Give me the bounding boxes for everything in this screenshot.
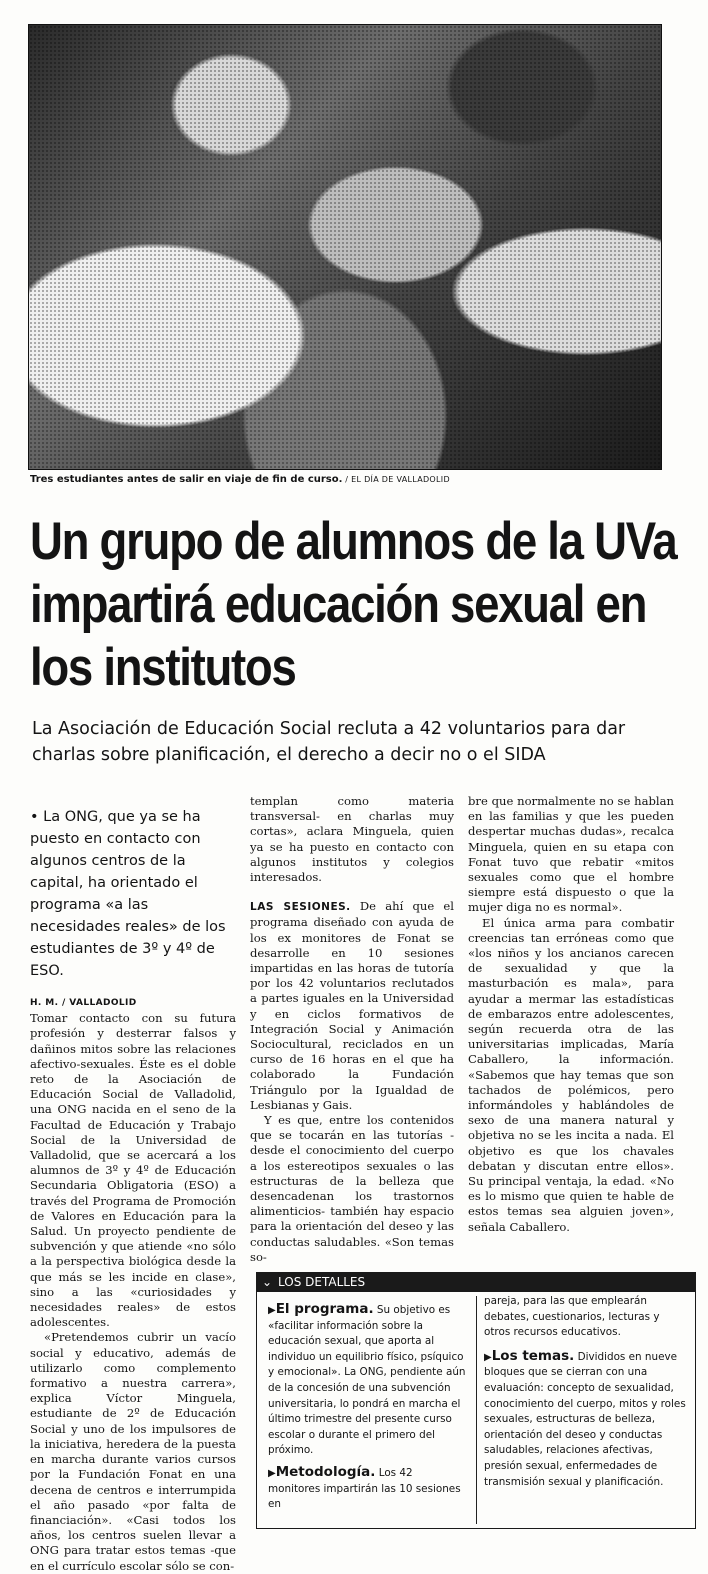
body-paragraph bbox=[250, 899, 454, 1113]
detail-item-programa bbox=[268, 1302, 468, 1459]
column-1 bbox=[30, 806, 236, 1574]
article-photo bbox=[28, 24, 662, 470]
details-right-column bbox=[484, 1294, 688, 1496]
detail-continuation: pareja, para las que emplearán debates, cuestionarios, lecturas y otros recursos educativos. bbox=[484, 1295, 660, 1339]
body-paragraph: «Pretendemos cubrir un vacío social y educativo, además de utilizarlo como complemento formativo a nuestra carrera», explica Víctor Minguela, estudiante de 2º de Educación Social y uno de los impulsores de la iniciativa, heredera de la puesta en marcha durante varios cursos por la Fundación Fonat en una decena de centros e interrumpida el año pasado «por falta de financiación». «Casi todos los años, los centros suelen llevar a ONG para tratar estos temas -que en el currículo escolar sólo se con- bbox=[30, 1330, 236, 1573]
caption-text: Tres estudiantes antes de salir en viaje de fin de curso. bbox=[30, 474, 343, 485]
triangle-icon: ▶ bbox=[268, 1305, 276, 1316]
byline: H. M. / VALLADOLID bbox=[30, 998, 137, 1008]
details-divider bbox=[476, 1296, 477, 1524]
chevron-icon: ⌄ bbox=[261, 1275, 273, 1289]
detail-text: Su objetivo es «facilitar información sobre la educación sexual, que aporta al individuo un equilibrio físico, psíquico y emocional». La ONG, pendiente aún de la concesión de una subvención universitaria, lo pondrá en marcha el último trimestre del presente curso escolar o durante el primero del próximo. bbox=[268, 1304, 466, 1457]
details-left-column bbox=[268, 1302, 468, 1519]
detail-item-metodologia bbox=[268, 1465, 468, 1513]
details-header bbox=[256, 1272, 696, 1292]
details-title: LOS DETALLES bbox=[278, 1275, 366, 1289]
photo-credit: / EL DÍA DE VALLADOLID bbox=[342, 475, 450, 484]
photo-caption bbox=[30, 474, 670, 485]
body-paragraph: Tomar contacto con su futura profesión y desterrar falsos y dañinos mitos sobre las relaciones afectivo-sexuales. Éste es el doble reto de la Asociación de Educación Social de Valladolid, una ONG nacida en el seno de la Facultad de Educación y Trabajo Social de la Universidad de Valladolid, que se acercará a los alumnos de 3º y 4º de Educación Secundaria Obligatoria (ESO) a través del Programa de Promoción de Valores en Educación para la Salud. Un proyecto pendiente de subvención y que atiende «no sólo a la perspectiva biológica desde la que más se les incide en clase», sino a las «curiosidades y necesidades reales» de estos adolescentes. bbox=[30, 1011, 236, 1330]
body-paragraph: templan como materia transversal- en charlas muy cortas», aclara Minguela, quien ya se ha puesto en contacto con algunos institutos y colegios interesados. bbox=[250, 794, 454, 885]
triangle-icon: ▶ bbox=[484, 1351, 492, 1363]
body-paragraph: Y es que, entre los contenidos que se tocarán en las tutorías -desde el conocimiento del cuerpo a los estereotipos sexuales o las estructuras de la belleza que desencadenan los trastornos alimenticios- también hay espacio para la orientación del deseo y las conductas saludables. «Son temas so- bbox=[250, 1113, 454, 1264]
body-paragraph: El única arma para combatir creencias tan erróneas como que «los niños y los ancianos carecen de sexualidad y que la masturbación es mala», para ayudar a mermar las estadísticas de embarazos entre adolescentes, según recuerda otra de las universitarias implicadas, María Caballero, la información. «Sabemos que hay temas que son tachados de polémicos, pero informándoles y hablándoles de sexo de una manera natural y objetiva no se les incita a nada. El objetivo es que los chavales debatan y discutan entre ellos». Su principal ventaja, la edad. «No es lo mismo que quien te hable de estos temas sea alguien joven», señala Caballero. bbox=[468, 915, 674, 1234]
detail-term: El programa. bbox=[275, 1301, 374, 1317]
detail-item-temas bbox=[484, 1349, 688, 1490]
column-2 bbox=[250, 794, 454, 1265]
body-paragraph: bre que normalmente no se hablan en las familias y que les pueden despertar muchas dudas», recalca Minguela, quien en su etapa con Fonat tuvo que rebatir «mitos sexuales como que el hombre siempre está dispuesto o que la mujer diga no es normal». bbox=[468, 794, 674, 915]
kicker-text: De ahí que el programa diseñado con ayuda de los ex monitores de Fonat se desarrolle en 10 sesiones impartidas en las horas de tutoría por los 42 voluntarios reclutados a partes iguales en la Universidad y en ciclos formativos de Integración Social y Animación Sociocultural, reciclados en un curso de 16 horas en el que ha colaborado la Fundación Triángulo por la Igualdad de Lesbianas y Gais. bbox=[250, 899, 454, 1112]
column-3 bbox=[468, 794, 674, 1235]
detail-term: Los temas. bbox=[491, 1347, 575, 1364]
detail-text: Los 42 monitores impartirán las 10 sesiones en bbox=[268, 1466, 461, 1511]
lead-summary: • La ONG, que ya se ha puesto en contacto con algunos centros de la capital, ha orientado el programa «a las necesidades reales» de los estudiantes de 3º y 4º de ESO. bbox=[30, 809, 226, 979]
detail-term: Metodología. bbox=[275, 1463, 376, 1480]
section-kicker: LAS SESIONES. bbox=[250, 901, 351, 914]
triangle-icon: ▶ bbox=[268, 1467, 276, 1479]
detail-text: Divididos en nueve bloques que se cierran con una evaluación: concepto de sexualidad, conocimiento del cuerpo, mitos y roles sexuales, estructuras de belleza, orientación del deseo y conductas saludables, relaciones afectivas, presión sexual, enfermedades de transmisión sexual y planificación. bbox=[484, 1350, 686, 1488]
subheadline: La Asociación de Educación Social recluta a 42 voluntarios para dar charlas sobre planificación, el derecho a decir no o el SIDA bbox=[32, 719, 626, 765]
headline: Un grupo de alumnos de la UVa impartirá educación sexual en los institutos bbox=[30, 512, 677, 697]
